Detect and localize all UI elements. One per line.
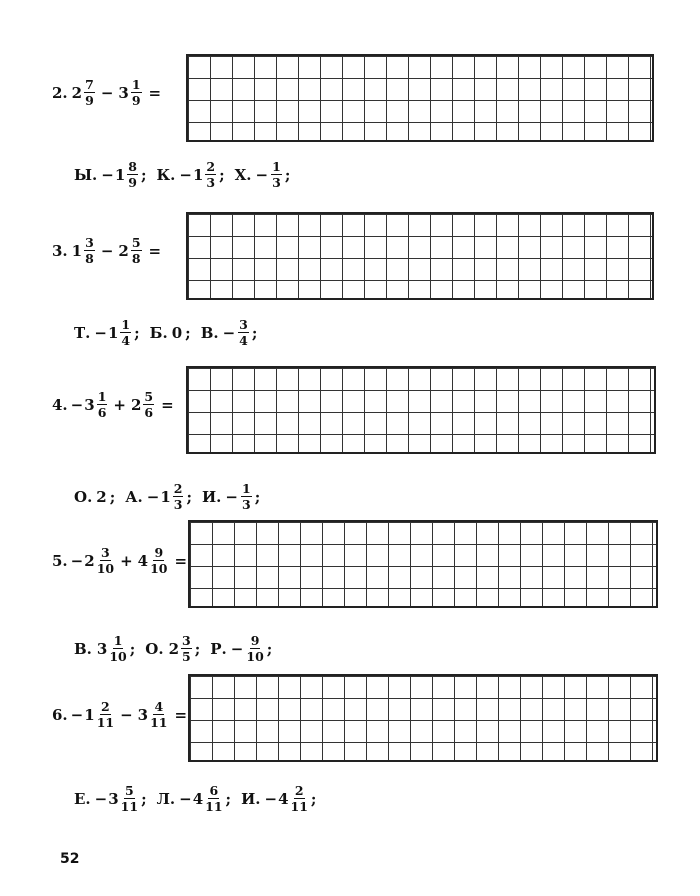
answer-option: В. − $\frac{3}{4}$ ; xyxy=(200,317,258,349)
operator: + xyxy=(113,395,126,414)
problem-2-options xyxy=(74,160,300,189)
fraction: $\frac{3}{10}$ xyxy=(96,545,115,577)
fraction: $\frac{3}{8}$ xyxy=(85,235,94,267)
equals-sign: = xyxy=(148,241,162,260)
answer-option: В. 3 $\frac{1}{10}$ ; xyxy=(74,633,136,665)
problem-4-expression xyxy=(52,390,174,419)
equals-sign: = xyxy=(161,395,174,414)
mixed-number: 2 $\frac{7}{9}$ xyxy=(71,77,94,109)
fraction: $\frac{5}{8}$ xyxy=(131,235,141,267)
fraction: $\frac{5}{6}$ xyxy=(144,389,154,421)
fraction: $\frac{1}{6}$ xyxy=(97,389,107,421)
answer-grid-3[interactable] xyxy=(186,212,654,300)
fraction: $\frac{2}{11}$ xyxy=(96,699,115,731)
fraction: $\frac{1}{9}$ xyxy=(131,77,141,109)
problem-2-expression xyxy=(52,78,161,107)
answer-option: Б. 0 ; xyxy=(149,323,191,342)
mixed-number: 3 $\frac{1}{9}$ xyxy=(118,77,141,109)
mixed-number: − 3 $\frac{1}{6}$ xyxy=(70,389,107,421)
operator: − xyxy=(100,241,114,260)
answer-option: А. − 1 $\frac{2}{3}$ ; xyxy=(125,481,192,513)
answer-option: И. − 4 $\frac{2}{11}$ ; xyxy=(241,783,317,815)
problem-3-options xyxy=(74,318,267,347)
equals-sign: = xyxy=(174,705,188,724)
mixed-number: 2 $\frac{5}{8}$ xyxy=(118,235,141,267)
problem-5-options xyxy=(74,634,282,663)
mixed-number: 1 $\frac{3}{8}$ xyxy=(71,235,94,267)
answer-option: Л. − 4 $\frac{6}{11}$ ; xyxy=(156,783,232,815)
page-number: 52 xyxy=(60,851,80,867)
fraction: $\frac{4}{11}$ xyxy=(150,699,168,731)
answer-grid-4[interactable] xyxy=(186,366,656,454)
answer-grid-5[interactable] xyxy=(188,520,658,608)
answer-option: Х. − $\frac{1}{3}$ ; xyxy=(234,159,291,191)
problem-number: 2. xyxy=(52,83,68,102)
answer-option: Т. − 1 $\frac{1}{4}$ ; xyxy=(74,317,140,349)
answer-grid-6[interactable] xyxy=(188,674,658,762)
operator: − xyxy=(120,705,133,724)
answer-option: К. − 1 $\frac{2}{3}$ ; xyxy=(156,159,225,191)
equals-sign: = xyxy=(148,83,162,102)
problem-6-expression xyxy=(52,700,187,729)
problem-5-expression xyxy=(52,546,187,575)
mixed-number: 2 $\frac{5}{6}$ xyxy=(130,389,154,421)
answer-option: И. − $\frac{1}{3}$ ; xyxy=(202,481,261,513)
answer-option: Е. − 3 $\frac{5}{11}$ ; xyxy=(74,783,147,815)
operator: − xyxy=(100,83,114,102)
problem-3-expression xyxy=(52,236,161,265)
answer-grid-2[interactable] xyxy=(186,54,654,142)
equals-sign: = xyxy=(174,551,188,570)
mixed-number: 4 $\frac{9}{10}$ xyxy=(137,545,168,577)
problem-number: 4. xyxy=(52,395,68,414)
problem-4-options xyxy=(74,482,270,511)
operator: + xyxy=(120,551,133,570)
answer-option: Р. − $\frac{9}{10}$ ; xyxy=(210,633,273,665)
fraction: $\frac{7}{9}$ xyxy=(85,77,94,109)
answer-option: О. 2 $\frac{3}{5}$ ; xyxy=(145,633,201,665)
mixed-number: − 2 $\frac{3}{10}$ xyxy=(70,545,115,577)
fraction: $\frac{9}{10}$ xyxy=(150,545,168,577)
answer-option: Ы. − 1 $\frac{8}{9}$ ; xyxy=(74,159,147,191)
problem-6-options xyxy=(74,784,326,813)
mixed-number: 3 $\frac{4}{11}$ xyxy=(137,699,168,731)
mixed-number: − 1 $\frac{2}{11}$ xyxy=(70,699,115,731)
answer-option: О. 2 ; xyxy=(74,487,116,506)
problem-number: 3. xyxy=(52,241,68,260)
problem-number: 6. xyxy=(52,705,68,724)
problem-number: 5. xyxy=(52,551,68,570)
